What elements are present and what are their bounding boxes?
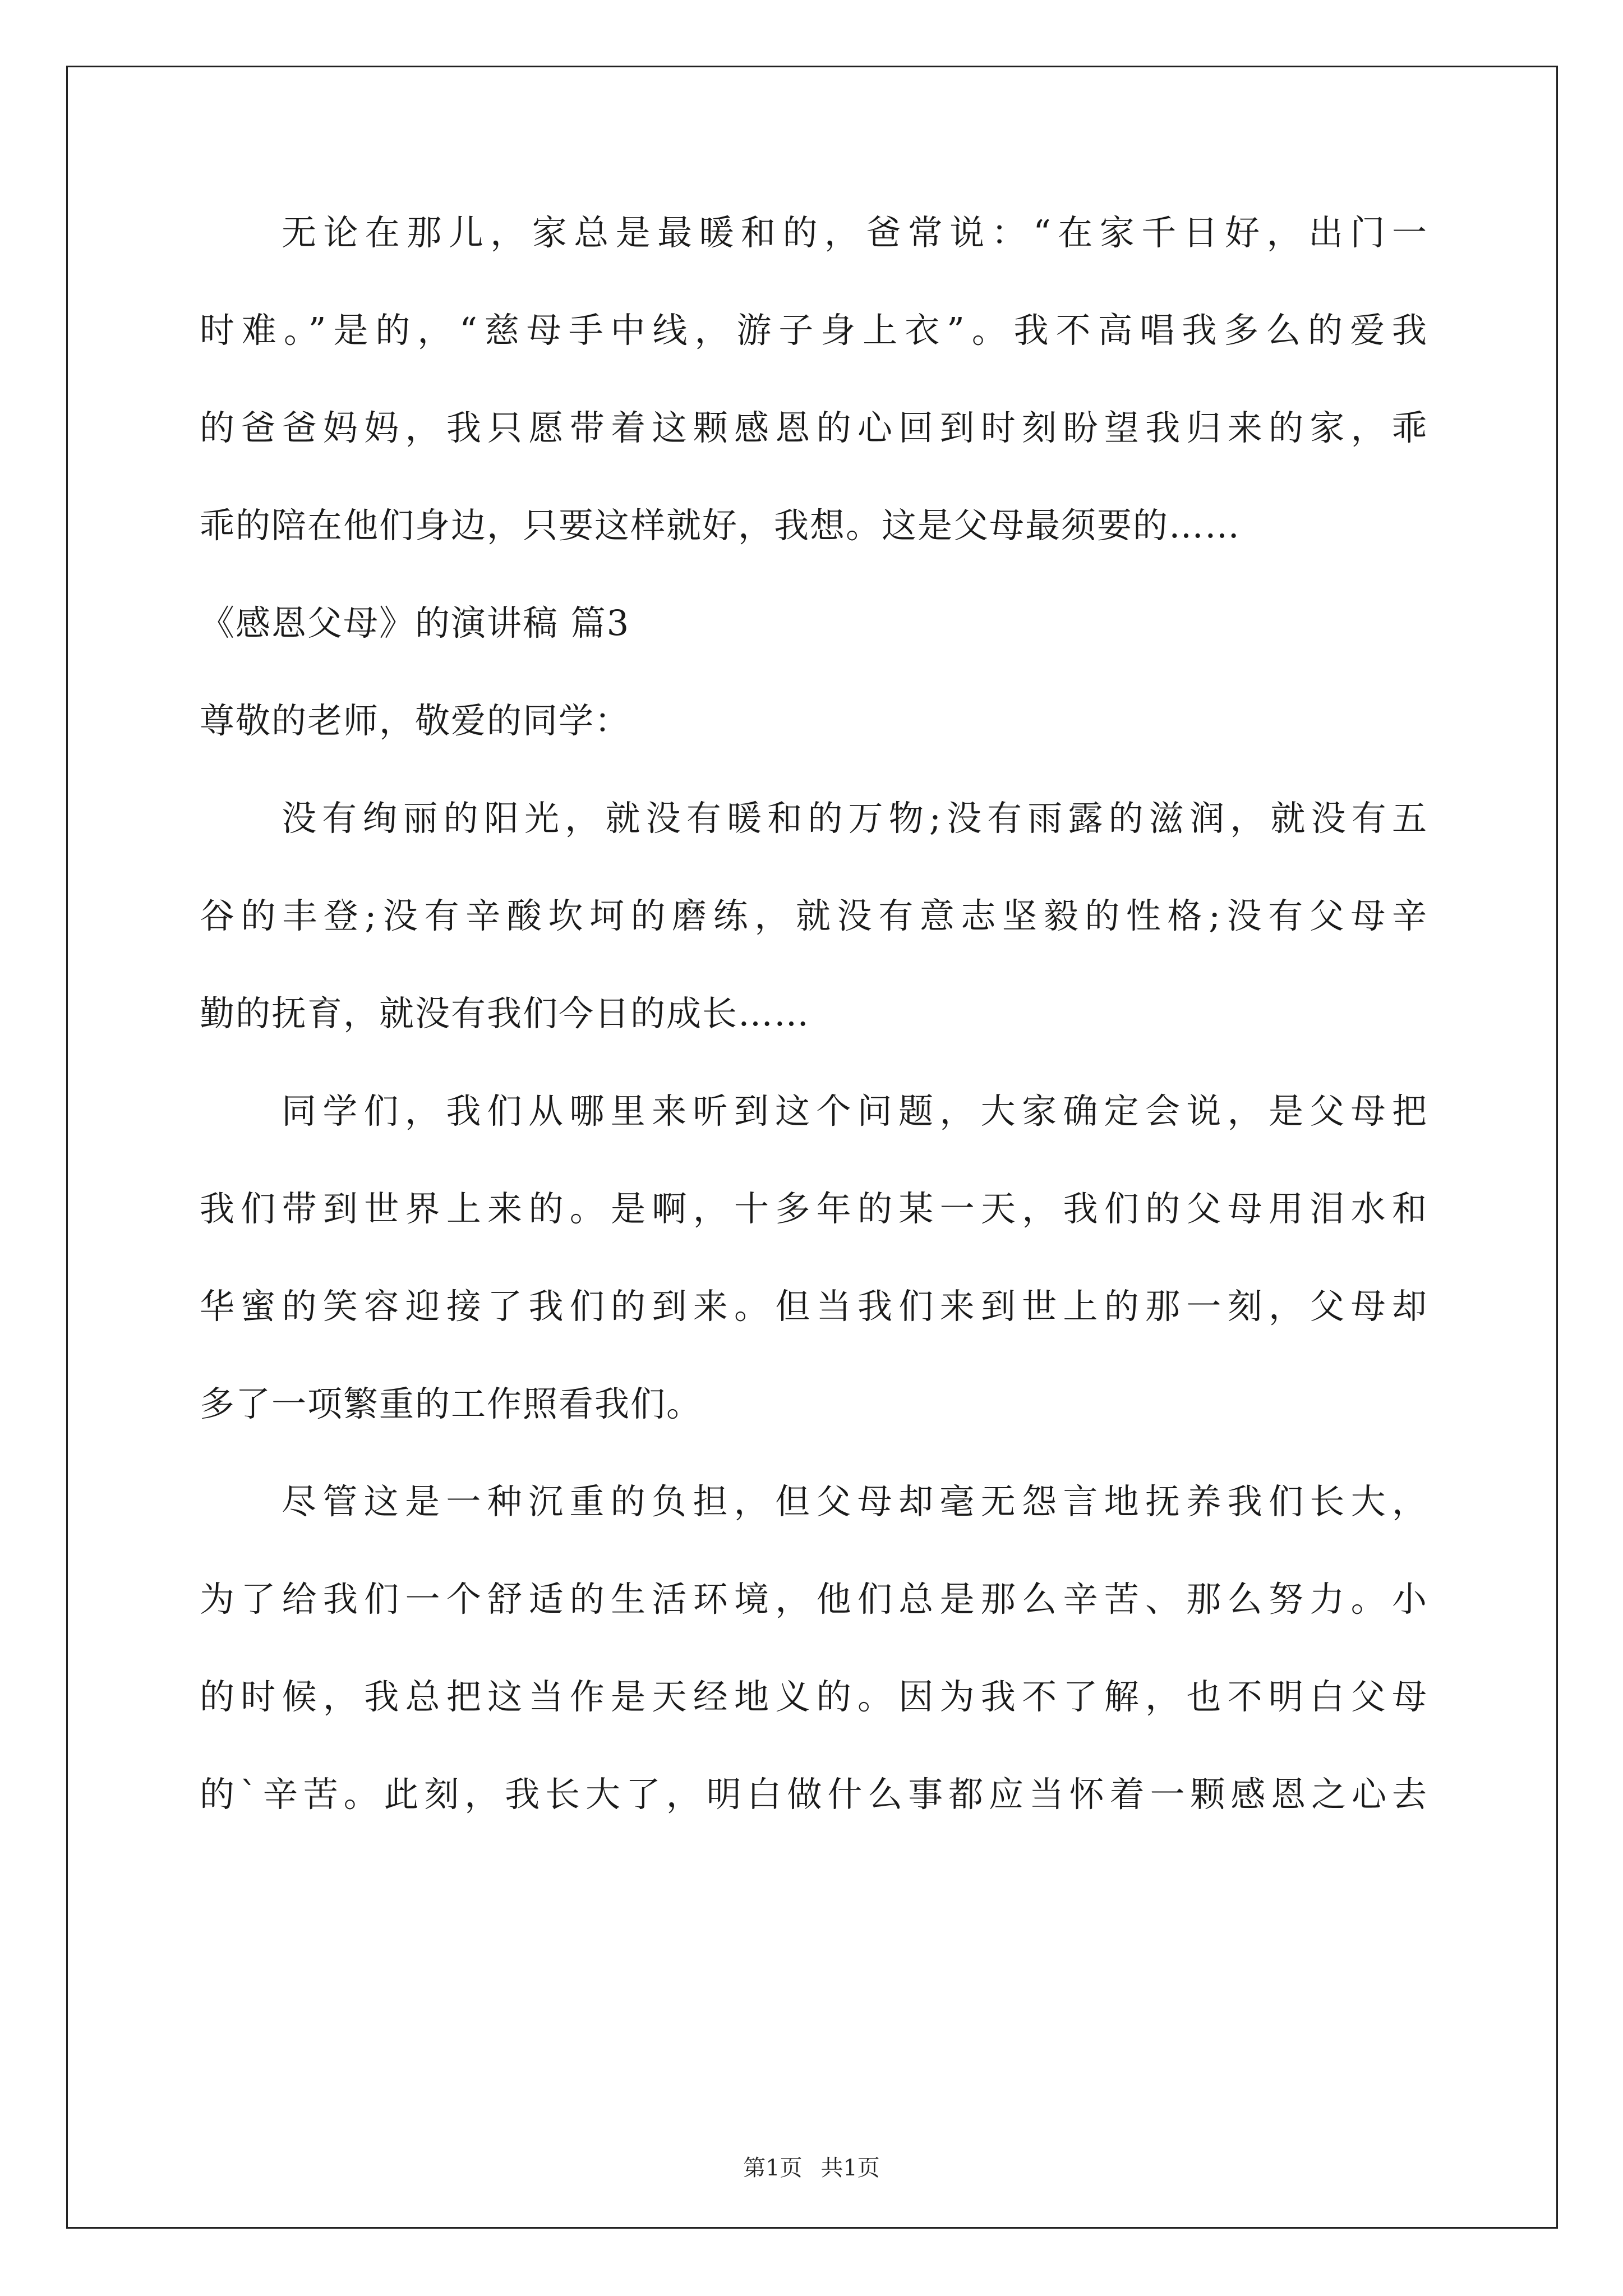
page-border: [66, 66, 1558, 2229]
paragraph-3-line-4: 多了一项繁重的工作照看我们。: [200, 1383, 703, 1424]
section-title: 《感恩父母》的演讲稿 篇3: [200, 602, 630, 643]
salutation: 尊敬的老师，敬爱的同学：: [200, 700, 631, 741]
paragraph-3-line-1: 同学们，我们从哪里来听到这个问题，大家确定会说，是父母把: [282, 1091, 1428, 1131]
paragraph-1-line-4: 乖的陪在他们身边，只要这样就好，我想。这是父母最须要的……: [200, 505, 1241, 546]
paragraph-1-line-2: 时难。”是的，“慈母手中线，游子身上衣”。我不高唱我多么的爱我: [200, 310, 1428, 351]
paragraph-1-line-1: 无论在那儿，家总是最暖和的，爸常说：“在家千日好，出门一: [282, 212, 1428, 253]
paragraph-4-line-4: 的`辛苦。此刻，我长大了，明白做什么事都应当怀着一颗感恩之心去: [200, 1774, 1428, 1815]
paragraph-4-line-3: 的时候，我总把这当作是天经地义的。因为我不了解，也不明白父母: [200, 1676, 1428, 1717]
paragraph-2-line-2: 谷的丰登;没有辛酸坎坷的磨练，就没有意志坚毅的性格;没有父母辛: [200, 895, 1428, 936]
paragraph-2-line-3: 勤的抚育，就没有我们今日的成长……: [200, 993, 810, 1034]
paragraph-1-line-3: 的爸爸妈妈，我只愿带着这颗感恩的心回到时刻盼望我归来的家，乖: [200, 407, 1428, 448]
paragraph-4-line-1: 尽管这是一种沉重的负担，但父母却毫无怨言地抚养我们长大，: [282, 1481, 1428, 1522]
page-footer: [0, 2154, 1623, 2182]
paragraph-2-line-1: 没有绚丽的阳光，就没有暖和的万物;没有雨露的滋润，就没有五: [282, 798, 1428, 839]
paragraph-3-line-3: 华蜜的笑容迎接了我们的到来。但当我们来到世上的那一刻，父母却: [200, 1286, 1428, 1327]
page-number: 第1页: [743, 2155, 803, 2181]
paragraph-3-line-2: 我们带到世界上来的。是啊，十多年的某一天，我们的父母用泪水和: [200, 1188, 1428, 1229]
page-total: 共1页: [820, 2155, 880, 2181]
paragraph-4-line-2: 为了给我们一个舒适的生活环境，他们总是那么辛苦、那么努力。小: [200, 1579, 1428, 1619]
